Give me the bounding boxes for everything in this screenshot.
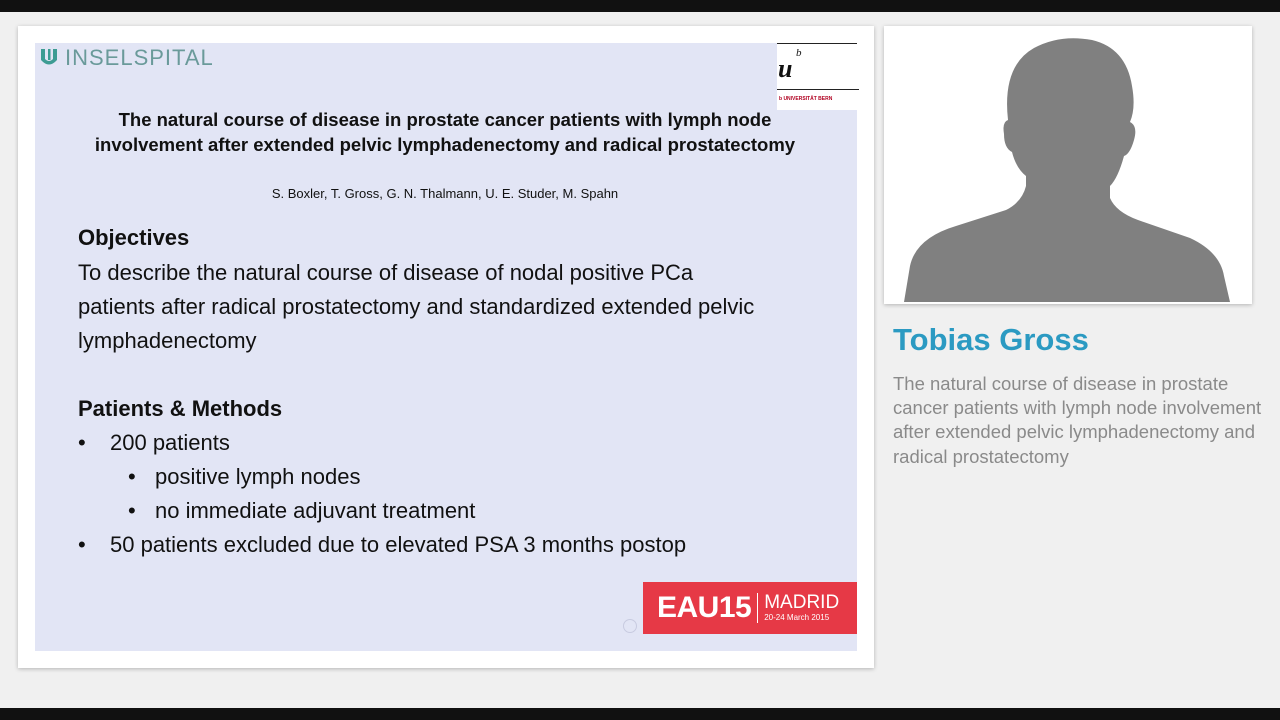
slide-authors: S. Boxler, T. Gross, G. N. Thalmann, U. E. Studer, M. Spahn (271, 186, 619, 201)
speaker-name: Tobias Gross (893, 322, 1089, 357)
methods-bullet (78, 430, 230, 456)
methods-bullet-text: positive lymph nodes (155, 464, 361, 489)
inselspital-wordmark: INSELSPITAL (65, 45, 214, 70)
objectives-line: patients after radical prostatectomy and standardized extended pelvic (78, 294, 755, 319)
bottom-letterbox (0, 708, 1280, 720)
conference-logo-city-block (764, 593, 839, 623)
conference-logo-city: MADRID (764, 592, 840, 613)
university-logo-letter: u (778, 54, 793, 83)
person-silhouette-icon (884, 26, 1252, 304)
objectives-heading: Objectives (78, 225, 190, 250)
presentation-slide (35, 43, 857, 651)
methods-bullet-text: 50 patients excluded due to elevated PSA 3 months postop (110, 532, 687, 557)
eau15-conference-logo (643, 582, 857, 634)
bullet-dot-icon: • (78, 430, 86, 455)
speaker-photo (884, 26, 1252, 304)
methods-sub-bullet (128, 464, 360, 490)
bullet-dot-icon: • (78, 532, 86, 557)
slide-watermark-icon (623, 619, 637, 633)
objectives-text (78, 256, 838, 358)
top-letterbox (0, 0, 1280, 12)
university-logo-text: b UNIVERSITÄT BERN (779, 96, 833, 102)
methods-heading: Patients & Methods (78, 396, 283, 421)
talk-title: The natural course of disease in prostate cancer patients with lymph node involvement after extended pelvic lymphadenectomy and radical prostatectomy (893, 373, 1262, 467)
university-logo-superscript: b (796, 47, 802, 59)
methods-bullet (78, 532, 686, 558)
university-bern-logo (777, 43, 857, 110)
bullet-dot-icon: • (128, 464, 136, 489)
university-logo-rule (777, 89, 859, 90)
objectives-line: To describe the natural course of disease of nodal positive PCa (78, 260, 694, 285)
methods-sub-bullet (128, 498, 475, 524)
conference-logo-dates: 20-24 March 2015 (764, 613, 830, 622)
slide-title: The natural course of disease in prostate cancer patients with lymph node involvement after extended pelvic lymphadenectomy and radical prostatectomy (94, 109, 796, 155)
inselspital-emblem-icon (39, 47, 59, 69)
objectives-line: lymphadenectomy (78, 328, 257, 353)
conference-logo-main: EAU15 (657, 591, 752, 624)
conference-logo-divider (757, 593, 758, 623)
bullet-dot-icon: • (128, 498, 136, 523)
methods-bullet-text: 200 patients (110, 430, 230, 455)
inselspital-logo (39, 43, 214, 73)
methods-bullet-text: no immediate adjuvant treatment (155, 498, 476, 523)
slide-panel (18, 26, 874, 668)
